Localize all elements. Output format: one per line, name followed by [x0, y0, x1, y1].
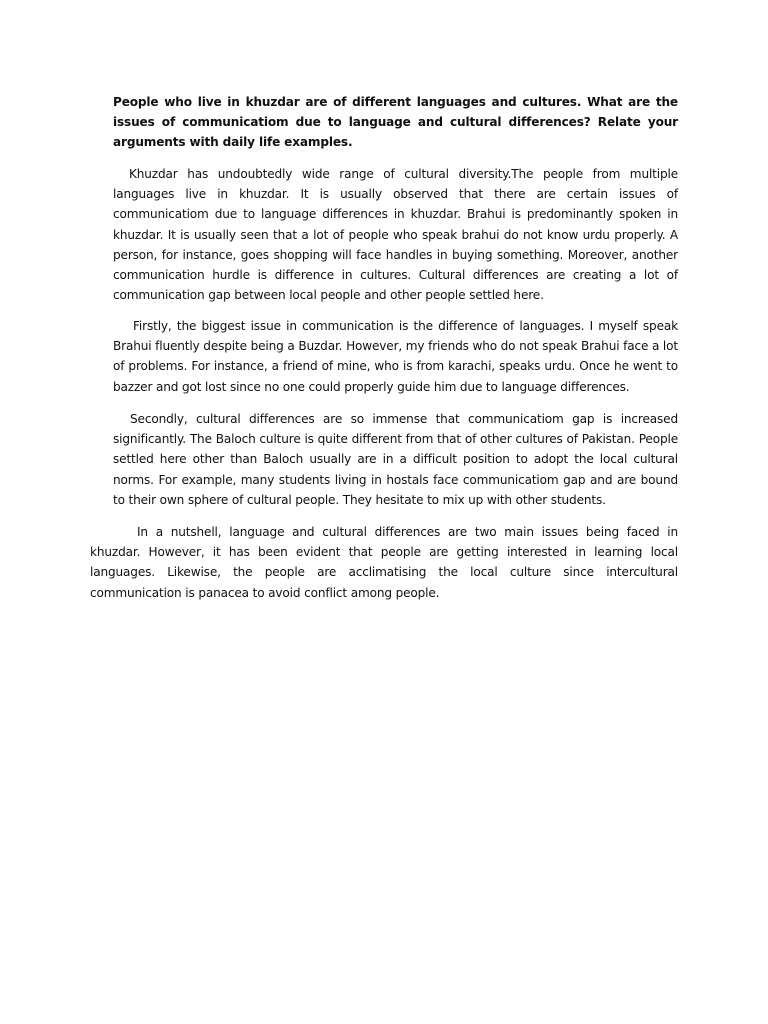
paragraph-conclusion: In a nutshell, language and cultural differences are two main issues being faced in khuzdar. However, it has been evident that people are getting interested in learning local languages. Likewise, the people are acclimatising the local culture since intercultural communication is panacea to avoid conflict among people.: [90, 525, 678, 600]
paragraph-cultural-issue: Secondly, cultural differences are so immense that communicatiom gap is increased significantly. The Baloch culture is quite different from that of other cultures of Pakistan. People settled here other than Baloch usually are in a difficult position to adopt the local cultural norms. For example, many students living in hostals face communicatiom gap and are bound to their own sphere of cultural people. They hesitate to mix up with other students.: [113, 412, 678, 507]
question-heading: People who live in khuzdar are of different languages and cultures. What are the issues of communicatiom due to language and cultural differences? Relate your arguments with daily life examples.: [113, 95, 678, 149]
paragraph-language-issue: Firstly, the biggest issue in communication is the difference of languages. I myself speak Brahui fluently despite being a Buzdar. However, my friends who do not speak Brahui face a lot of problems. For instance, a friend of mine, who is from karachi, speaks urdu. Once he went to bazzer and got lost since no one could properly guide him due to language differences.: [113, 319, 678, 394]
paragraph-introduction: Khuzdar has undoubtedly wide range of cultural diversity.The people from multiple languages live in khuzdar. It is usually observed that there are certain issues of communicatiom due to language differences in khuzdar. Brahui is predominantly spoken in khuzdar. It is usually seen that a lot of people who speak brahui do not know urdu properly. A person, for instance, goes shopping will face handles in buying something. Moreover, another communication hurdle is difference in cultures. Cultural differences are creating a lot of communication gap between local people and other people settled here.: [113, 167, 678, 303]
